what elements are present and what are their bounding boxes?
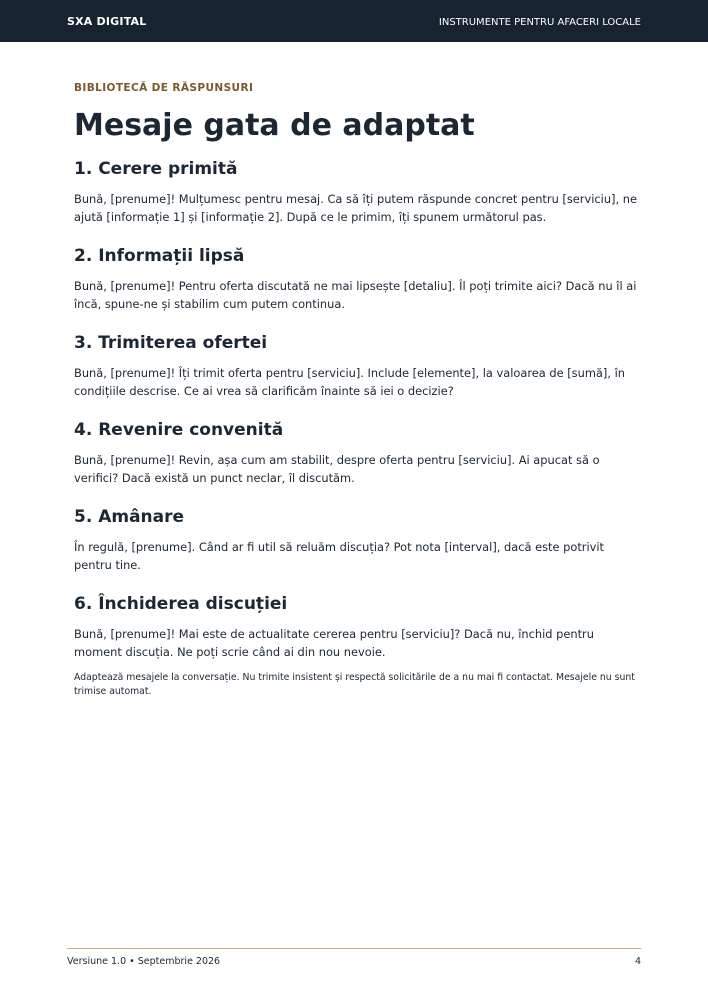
message-template-5 <box>74 506 640 574</box>
message-body: Bună, [prenume]! Mai este de actualitate cererea pentru [serviciu]? Dacă nu, închid pentru moment discuția. Ne poți scrie când ai din nou nevoie. <box>74 627 594 659</box>
message-body: Bună, [prenume]! Revin, așa cum am stabilit, despre oferta pentru [serviciu]. Ai apucat să o verifici? Dacă există un punct neclar, îl discutăm. <box>74 453 600 485</box>
main-content <box>74 82 640 699</box>
message-body: Bună, [prenume]! Mulțumesc pentru mesaj. Ca să îți putem răspunde concret pentru [serviciu], ne ajută [informație 1] și [informație 2]. După ce le primim, îți spunem următorul pas. <box>74 192 637 224</box>
message-title: 2. Informații lipsă <box>74 246 245 266</box>
message-template-6 <box>74 593 640 661</box>
usage-note: Adaptează mesajele la conversație. Nu trimite insistent și respectă solicitările de a nu mai fi contactat. Mesajele nu sunt trimise automat. <box>74 672 635 697</box>
message-template-1 <box>74 158 640 226</box>
message-template-4 <box>74 419 640 487</box>
page-number: 4 <box>634 956 641 967</box>
message-template-3 <box>74 332 640 400</box>
section-eyebrow: BIBLIOTECĂ DE RĂSPUNSURI <box>74 82 254 94</box>
footer-version: Versiune 1.0 • Septembrie 2026 <box>67 956 221 967</box>
message-title: 3. Trimiterea ofertei <box>74 333 268 353</box>
message-title: 4. Revenire convenită <box>74 420 284 440</box>
message-template-2 <box>74 245 640 313</box>
message-title: 1. Cerere primită <box>74 159 238 179</box>
message-title: 5. Amânare <box>74 507 185 527</box>
message-body: Bună, [prenume]! Pentru oferta discutată ne mai lipsește [detaliu]. Îl poți trimite aici? Dacă nu îl ai încă, spune-ne și stabilim cum putem continua. <box>74 279 637 311</box>
brand-name: SXA DIGITAL <box>67 15 147 28</box>
message-title: 6. Închiderea discuției <box>74 594 288 614</box>
page-title: Mesaje gata de adaptat <box>74 108 475 143</box>
message-body: În regulă, [prenume]. Când ar fi util să reluăm discuția? Pot nota [interval], dacă este potrivit pentru tine. <box>74 540 605 572</box>
message-body: Bună, [prenume]! Îți trimit oferta pentru [serviciu]. Include [elemente], la valoarea de [sumă], în condițiile descrise. Ce ai vrea să clarificăm înainte să iei o decizie? <box>74 366 625 398</box>
brand-tagline: INSTRUMENTE PENTRU AFACERI LOCALE <box>438 17 641 28</box>
footer-divider <box>67 948 641 949</box>
top-bar <box>0 0 708 42</box>
